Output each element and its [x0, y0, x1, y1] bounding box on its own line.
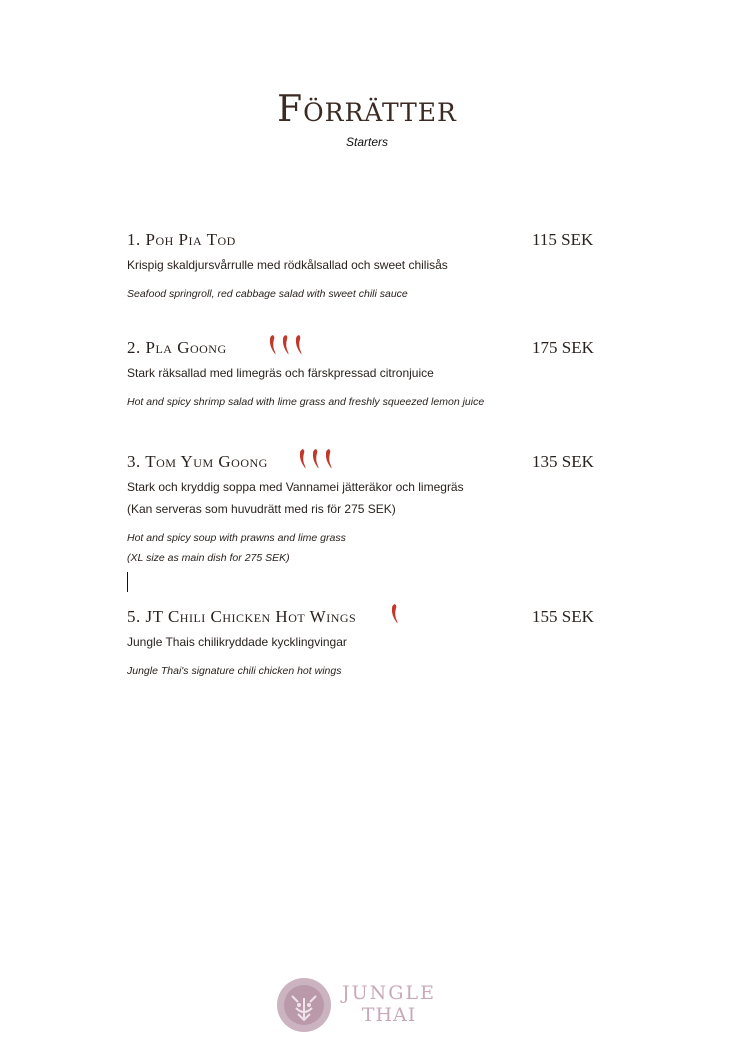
chili-pepper-icon	[389, 603, 400, 625]
item-description-sv-2: (Kan serveras som huvudrätt med ris för 275 SEK)	[127, 502, 396, 516]
tiger-emblem-icon	[277, 978, 331, 1032]
item-price: 155 SEK	[532, 607, 594, 626]
item-price: 115 SEK	[532, 230, 594, 249]
logo-wordmark	[341, 982, 437, 1026]
chili-pepper-icon	[267, 334, 278, 356]
item-description-en: Jungle Thai's signature chili chicken hot wings	[127, 665, 342, 677]
item-description-en: Seafood springroll, red cabbage salad with sweet chili sauce	[127, 288, 408, 300]
item-description-en-2: (XL size as main dish for 275 SEK)	[127, 552, 290, 564]
item-name: 3. Tom Yum Goong	[127, 452, 268, 471]
footer-logo	[277, 978, 437, 1032]
chili-pepper-icon	[293, 334, 304, 356]
text-cursor	[127, 572, 128, 592]
chili-rating	[389, 603, 400, 625]
chili-pepper-icon	[323, 448, 334, 470]
menu-item	[127, 452, 597, 568]
item-price: 135 SEK	[532, 452, 594, 471]
chili-pepper-icon	[297, 448, 308, 470]
item-description-sv: Stark och kryddig soppa med Vannamei jätteräkor och limegräs	[127, 480, 464, 494]
chili-rating	[297, 448, 334, 470]
item-description-sv: Jungle Thais chilikryddade kycklingvingar	[127, 635, 347, 649]
logo-line-2: THAI	[361, 1004, 417, 1026]
menu-item	[127, 338, 597, 412]
page-title: Förrätter	[277, 89, 457, 130]
item-description-sv: Stark räksallad med limegräs och färskpressad citronjuice	[127, 366, 434, 380]
menu-item	[127, 607, 597, 681]
item-name: 1. Poh Pia Tod	[127, 230, 236, 249]
item-description-en: Hot and spicy soup with prawns and lime grass	[127, 532, 346, 544]
logo-line-1: JUNGLE	[342, 982, 436, 1004]
chili-rating	[267, 334, 304, 356]
item-description-sv: Krispig skaldjursvårrulle med rödkålsallad och sweet chilisås	[127, 258, 448, 272]
item-description-en: Hot and spicy shrimp salad with lime grass and freshly squeezed lemon juice	[127, 396, 485, 408]
item-name: 5. JT Chili Chicken Hot Wings	[127, 607, 357, 626]
chili-pepper-icon	[280, 334, 291, 356]
item-price: 175 SEK	[532, 338, 594, 357]
item-name: 2. Pla Goong	[127, 338, 227, 357]
page-subtitle: Starters	[345, 135, 388, 149]
menu-item	[127, 230, 597, 304]
chili-pepper-icon	[310, 448, 321, 470]
